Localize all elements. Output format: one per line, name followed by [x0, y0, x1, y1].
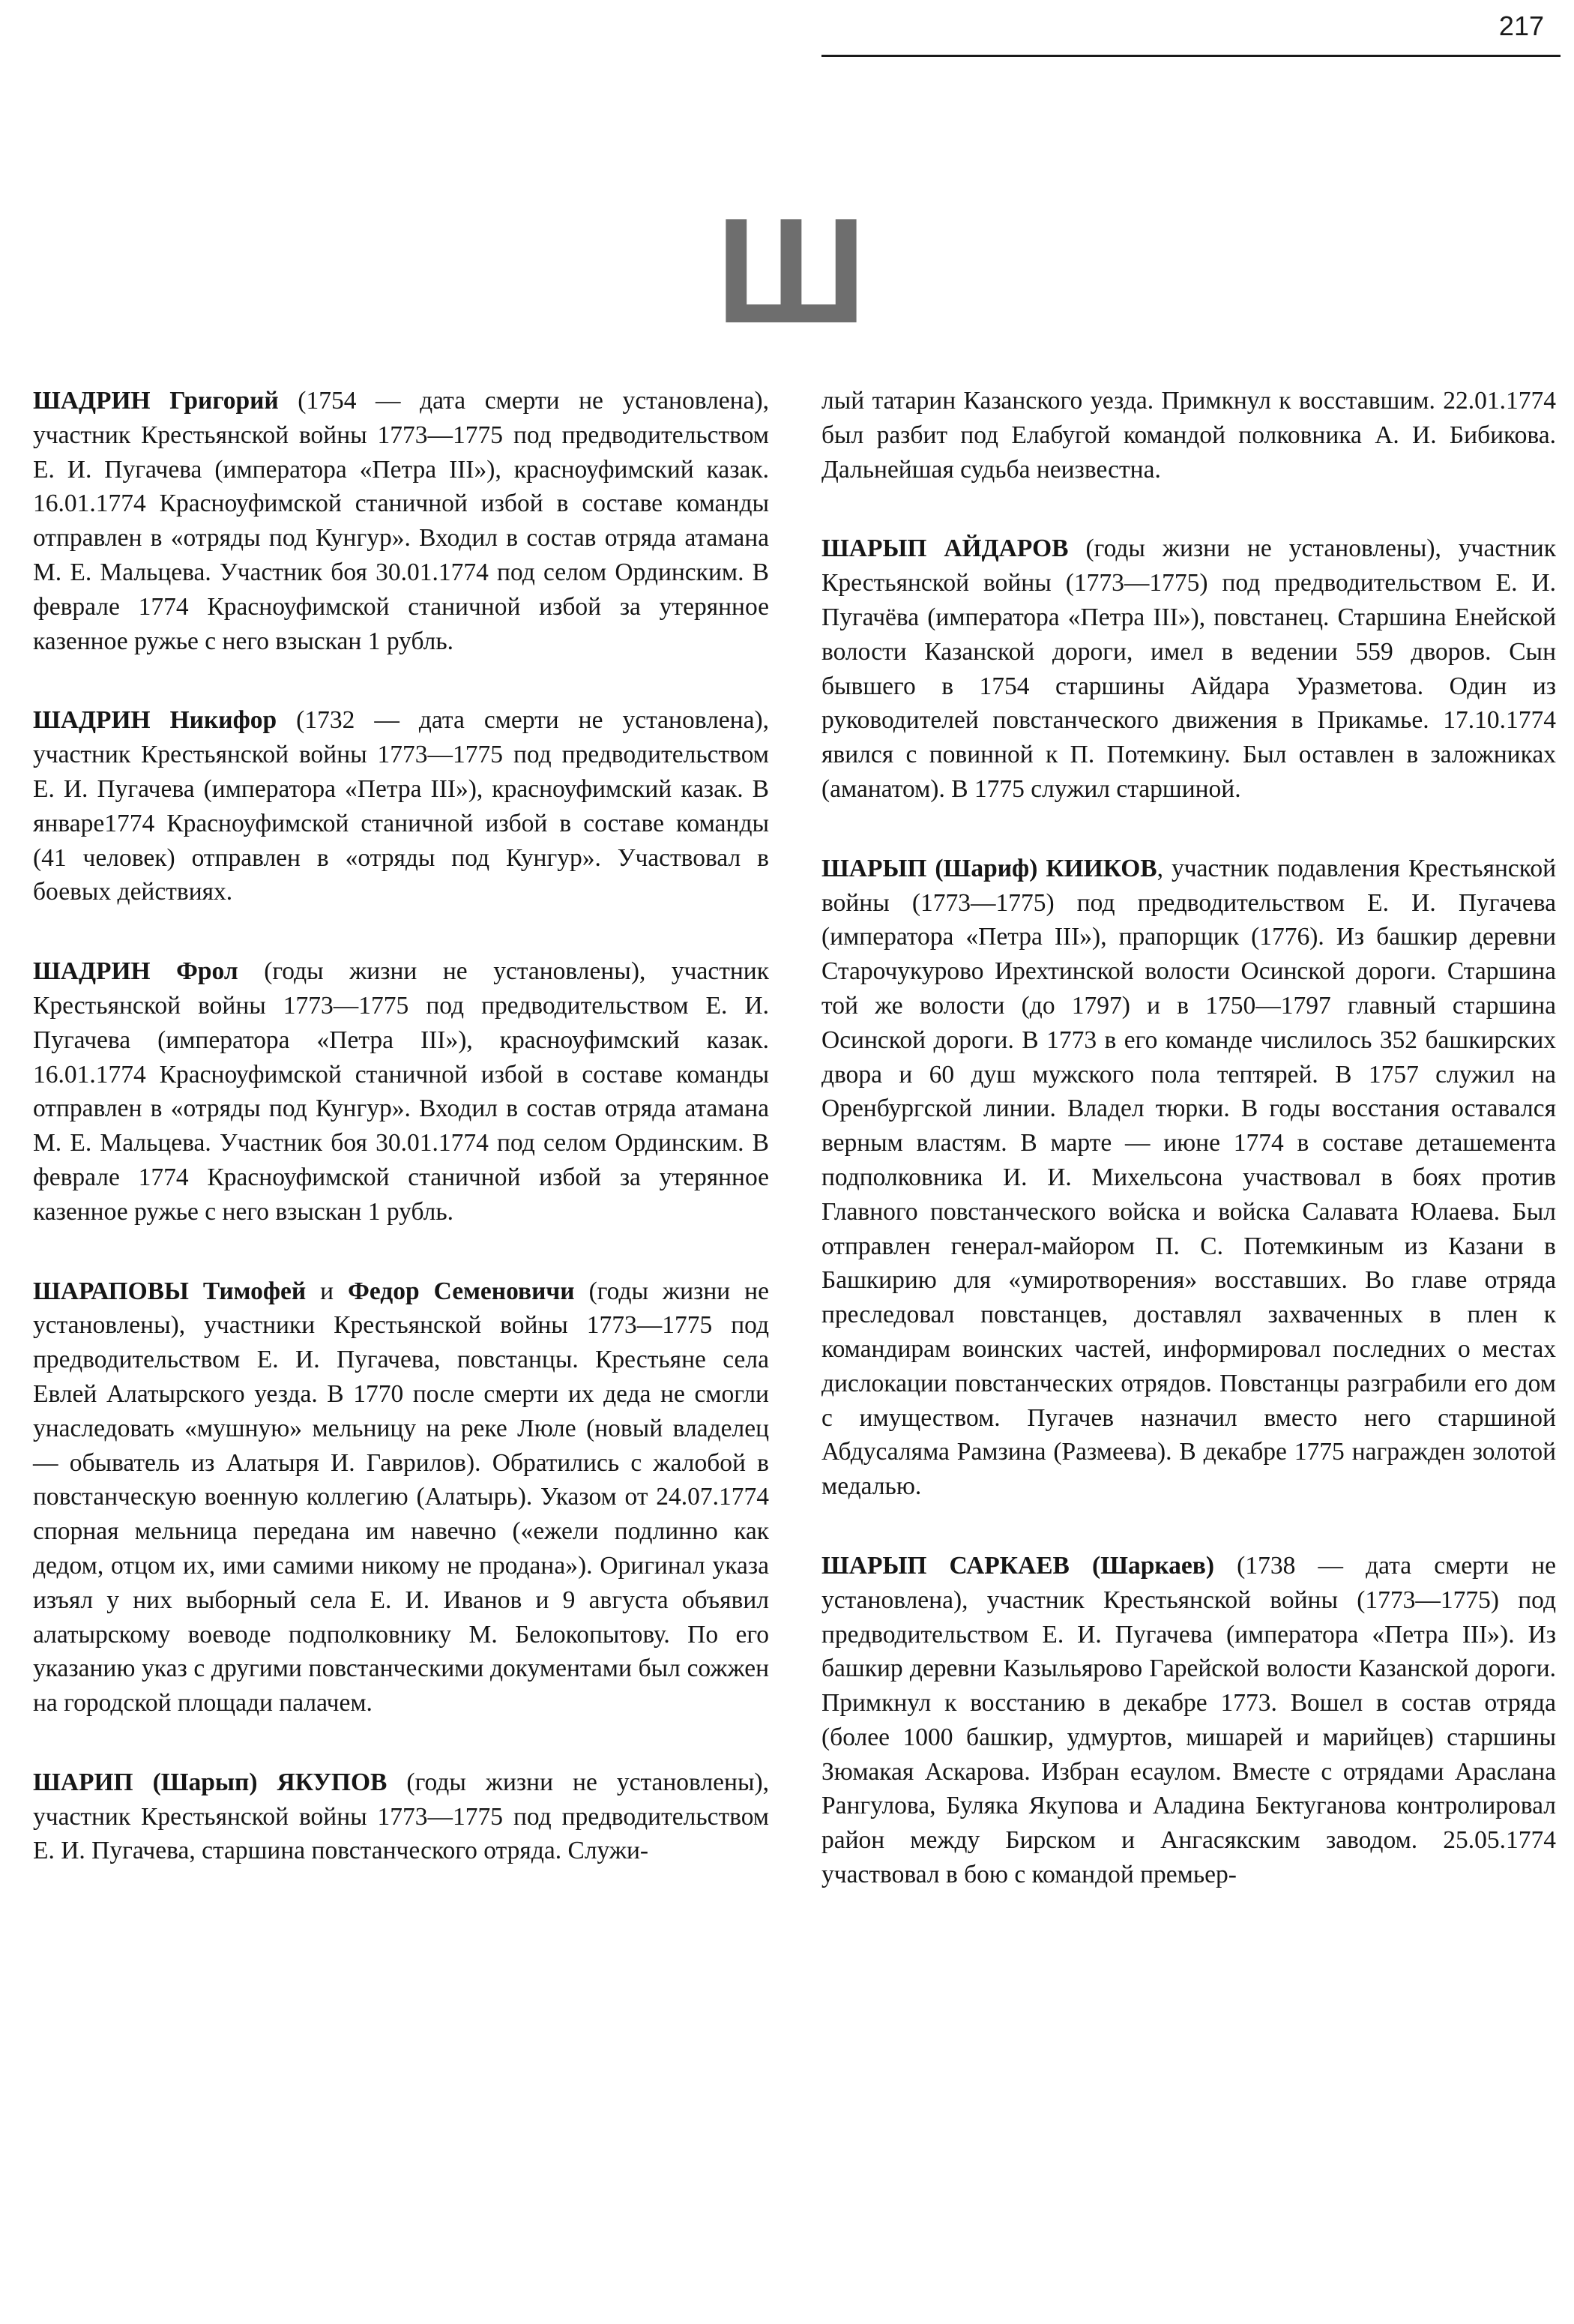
entry-body: (1754 — дата смерти не установлена), участник Крестьянской войны 1773—1775 под предводительством Е. И. Пугачева (императора «Петра III»), красноуфимский казак. 16.01.1774 Красноуфимской станичной избой в составе команды отправлен в «отряды под Кунгур». Входил в состав отряда атамана М. Е. Мальцева. Участник боя 30.01.1774 под селом Ординским. В феврале 1774 Красноуфимской станичной избой за утерянное казенное ружье с него взыскан 1 рубль.	[33, 387, 769, 655]
dictionary-entry	[821, 532, 1556, 806]
right-column	[821, 384, 1556, 1937]
dictionary-entry	[821, 1549, 1556, 1892]
entry-body: (1738 — дата смерти не установлена), участник Крестьянской войны (1773—1775) под предводительством Е. И. Пугачева (императора «Петра III»). Из башкир деревни Казыльярово Гарейской волости Казанской дороги. Примкнул к восстанию в декабре 1773. Вошел в состав отряда (более 1000 башкир, удмуртов, мишарей и марийцев) старшины Зюмакая Аскарова. Избран есаулом. Вместе с отрядами Араслана Рангулова, Буляка Якупова и Аладина Бектуганова контролировал район между Бирском и Ангасякским заводом. 25.05.1774 участвовал в бою с командой премьер-	[821, 1551, 1556, 1889]
entry-headword: ШАДРИН Фрол	[33, 957, 238, 986]
header-rule	[821, 55, 1561, 57]
entry-headword: ШАДРИН Никифор	[33, 706, 277, 735]
entry-headword: ШАРЫП (Шариф) КИИКОВ	[821, 854, 1157, 882]
dictionary-entry	[33, 1765, 769, 1868]
page-number: 217	[1498, 10, 1544, 41]
section-letter: Ш	[716, 187, 866, 355]
dictionary-entry	[33, 954, 769, 1229]
entry-body: (годы жизни не установлены), участник Крестьянской войны 1773—1775 под предводительством Е. И. Пугачева (императора «Петра III»), красноуфимский казак. 16.01.1774 Красноуфимской станичной избой в составе команды отправлен в «отряды под Кунгур». Входил в состав отряда атамана М. Е. Мальцева. Участник боя 30.01.1774 под селом Ординским. В феврале 1774 Красноуфимской станичной избой за утерянное казенное ружье с него взыскан 1 рубль.	[33, 957, 770, 1226]
entry-headword: ШАДРИН Григорий	[33, 387, 279, 415]
entry-headword: Федор Семеновичи	[348, 1277, 575, 1305]
dictionary-entry	[821, 852, 1556, 1504]
continuation-text: лый татарин Казанского уезда. Примкнул к восставшим. 22.01.1774 был разбит под Елабугой командой полковника А. И. Бибикова. Дальнейшая судьба неизвестна.	[821, 387, 1556, 484]
dictionary-entry	[33, 1274, 769, 1721]
entry-body: , участник подавления Крестьянской войны (1773—1775) под предводительством Е. И. Пугачева (императора «Петра III»), прапорщик (1776). Из башкир деревни Старочукурово Ирехтинской волости Осинской дороги. Старшина той же волости (до 1797) и в 1750—1797 главный старшина Осинской дороги. В 1773 в его команде числилось 352 башкирских двора и 60 душ мужского пола тептярей. В 1757 служил на Оренбургской линии. Владел тюрки. В годы восстания оставался верным властям. В марте — июне 1774 в составе деташемента подполковника И. И. Михельсона участвовал в боях против Главного повстанческого войска и войска Салавата Юлаева. Был отправлен генерал-майором П. С. Потемкиным из Казани в Башкирию для «умиротворения» восставших. Во главе отряда преследовал повстанцев, доставлял захваченных в плен к командирам воинских частей, информировал последних о местах дислокации повстанческих отрядов. Повстанцы разграбили его дом с имуществом. Пугачев назначил вместо него старшиной Абдусаляма Рамзина (Размеева). В декабре 1775 награжден золотой медалью.	[821, 854, 1556, 1501]
left-column	[33, 384, 769, 1913]
entry-body: (годы жизни не установлены), участники Крестьянской войны 1773—1775 под предводительством Е. И. Пугачева, повстанцы. Крестьяне села Евлей Алатырского уезда. В 1770 после смерти их деда не смогли унаследовать «мушную» мельницу на реке Люле (новый владелец — обыватель из Алатыря И. Гаврилов). Обратились с жалобой в повстанческую военную коллегию (Алатырь). Указом от 24.07.1774 спорная мельница передана им навечно («ежели подлинно как дедом, отцом их, ими самими никому не продана»). Оригинал указа изъял у них выборный села Е. И. Иванов и 9 августа объявил алатырскому воеводе подполковнику М. Белокопытову. По его указанию указ с другими повстанческими документами был сожжен на городской площади палачем.	[33, 1277, 769, 1718]
entry-headword: ШАРАПОВЫ Тимофей	[33, 1277, 307, 1305]
entry-headword: ШАРИП (Шарып) ЯКУПОВ	[33, 1768, 388, 1796]
entry-connector: и	[306, 1277, 349, 1305]
entry-body: (1732 — дата смерти не установлена), участник Крестьянской войны 1773—1775 под предводительством Е. И. Пугачева (императора «Петра III»), красноуфимский казак. В январе1774 Красноуфимской станичной избой в составе команды (41 человек) отправлен в «отряды под Кунгур». Участвовал в боевых действиях.	[33, 706, 769, 906]
entry-body: (годы жизни не установлены), участник Крестьянской войны (1773—1775) под предводительством Е. И. Пугачёва (императора «Петра III»), повстанец. Старшина Енейской волости Казанской дороги, имел в ведении 559 дворов. Сын бывшего в 1754 старшины Айдара Уразметова. Один из руководителей повстанческого движения в Прикамье. 17.10.1774 явился с повинной к П. Потемкину. Был оставлен в заложниках (аманатом). В 1775 служил старшиной.	[821, 535, 1556, 803]
entry-headword: ШАРЫП АЙДАРОВ	[821, 535, 1069, 563]
entry-headword: ШАРЫП САРКАЕВ (Шаркаев)	[821, 1551, 1215, 1580]
dictionary-entry	[33, 384, 769, 658]
dictionary-entry	[33, 703, 769, 909]
entry-body: (годы жизни не установлены), участник Крестьянской войны 1773—1775 под предводительством Е. И. Пугачева, старшина повстанческого отряда. Служи-	[33, 1768, 769, 1865]
